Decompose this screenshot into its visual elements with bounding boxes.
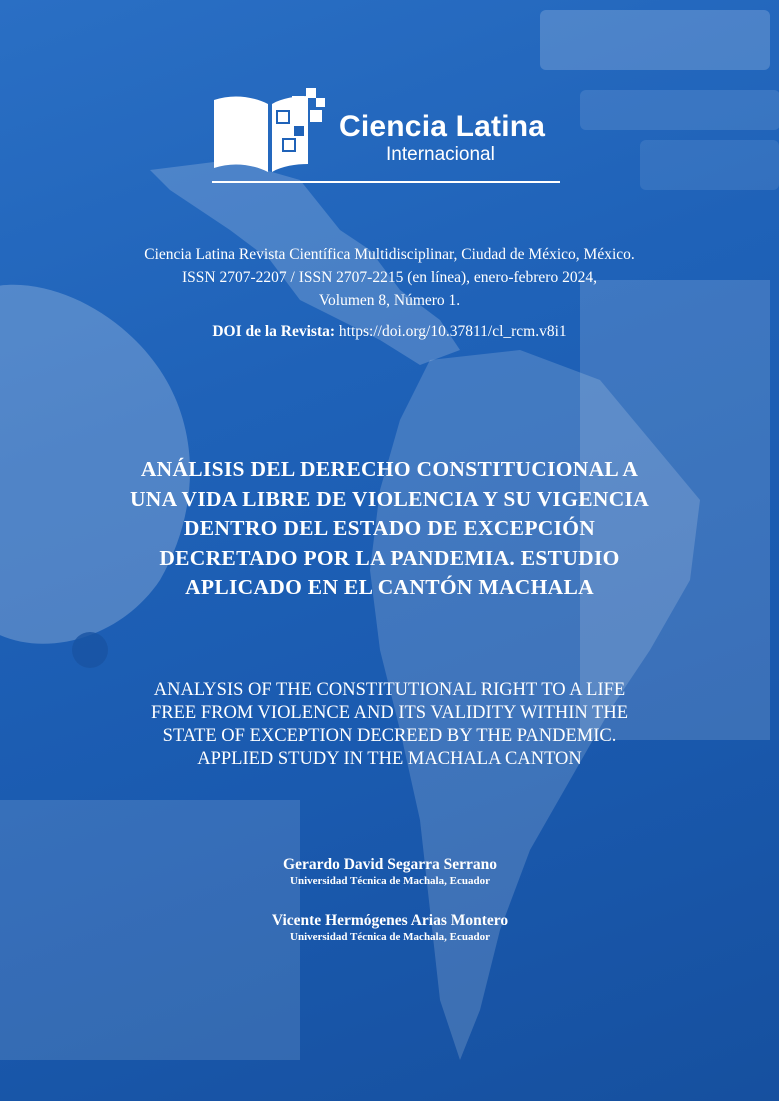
author-name: Gerardo David Segarra Serrano	[283, 856, 497, 873]
title-es-line: UNA VIDA LIBRE DE VIOLENCIA Y SU VIGENCIA	[129, 486, 650, 511]
article-title-english	[60, 679, 719, 771]
title-es-line: DECRETADO POR LA PANDEMIA. ESTUDIO	[159, 545, 620, 570]
title-es-line: DENTRO DEL ESTADO DE EXCEPCIÓN	[183, 516, 596, 540]
title-en-line: ANALYSIS OF THE CONSTITUTIONAL RIGHT TO A LIFE	[153, 680, 626, 700]
author-block	[200, 855, 580, 888]
journal-volume-line: Volumen 8, Número 1.	[318, 292, 461, 309]
article-title-spanish	[60, 455, 719, 603]
doi-label: DOI de la Revista:	[212, 323, 336, 340]
logo-divider	[212, 181, 560, 183]
title-es-line: APLICADO EN EL CANTÓN MACHALA	[185, 575, 594, 599]
author-block	[200, 911, 580, 944]
author-name: Vicente Hermógenes Arias Montero	[271, 912, 509, 929]
author-affiliation: Universidad Técnica de Machala, Ecuador	[290, 875, 490, 887]
title-en-line: STATE OF EXCEPTION DECREED BY THE PANDEMIC.	[162, 726, 617, 746]
logo-subtitle: Internacional	[386, 144, 495, 165]
title-en-line: APPLIED STUDY IN THE MACHALA CANTON	[197, 749, 582, 769]
title-en-line: FREE FROM VIOLENCE AND ITS VALIDITY WITHIN THE	[150, 703, 629, 723]
doi-link[interactable]: https://doi.org/10.37811/cl_rcm.v8i1	[338, 323, 567, 340]
journal-line: Ciencia Latina Revista Científica Multidisciplinar, Ciudad de México, México.	[144, 246, 635, 263]
journal-logo	[212, 88, 572, 188]
journal-info	[60, 243, 719, 312]
logo-name: Ciencia Latina	[339, 110, 546, 143]
open-book-icon	[212, 88, 330, 174]
title-es-line: ANÁLISIS DEL DERECHO CONSTITUCIONAL A	[140, 457, 639, 481]
journal-issn-line: ISSN 2707-2207 / ISSN 2707-2215 (en línea), enero-febrero 2024,	[182, 269, 597, 286]
author-affiliation: Universidad Técnica de Machala, Ecuador	[290, 931, 490, 943]
journal-doi	[60, 323, 719, 341]
